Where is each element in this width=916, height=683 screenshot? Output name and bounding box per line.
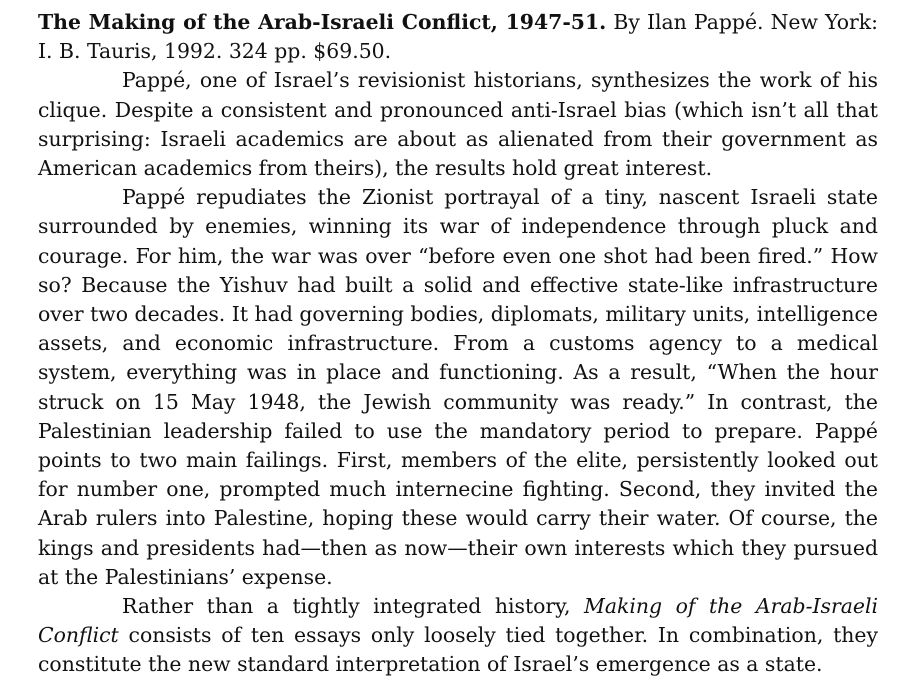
review-header [38,8,878,66]
book-title: The Making of the Arab-Israeli Conflict, 1947-51. [38,10,607,34]
review-paragraph-2: Pappé repudiates the Zionist portrayal of a tiny, nascent Israeli state surrounded by enemies, winning its war of independence through pluck and courage. For him, the war was over “before even one shot had been fired.” How so? Because the Yishuv had built a solid and effective state-like infrastructure over two decades. It had governing bodies, diplomats, military units, intelligence assets, and economic infrastructure. From a customs agency to a medical system, everything was in place and functioning. As a result, “When the hour struck on 15 May 1948, the Jewish community was ready.” In contrast, the Palestinian leadership failed to use the mandatory period to prepare. Pappé points to two main failings. First, members of the elite, persistently looked out for number one, prompted much internecine fighting. Second, they invited the Arab rulers into Palestine, hoping these would carry their water. Of course, the kings and presidents had—then as now—their own interests which they pursued at the Palestinians’ expense. [38,185,878,589]
closing-book-title: Making of the Arab-Israeli Conflict [38,594,878,648]
closing-text-start: Rather than a tightly integrated history, [122,594,584,619]
book-citation: By Ilan Pappé. New York: I. B. Tauris, 1992. 324 pp. $69.50. [38,10,878,64]
review-paragraph-1: Pappé, one of Israel’s revisionist historians, synthesizes the work of his clique. Despite a consistent and pronounced anti-Israel bias (which isn’t all that surprising: Israeli academics are about as alienated from their government as American academics from theirs), the results hold great interest. [38,68,878,181]
review-paragraph-3 [38,592,878,680]
closing-text-end: consists of ten essays only loosely tied together. In combination, they constitute the new standard interpretation of Israel’s emergence as a state. [38,623,878,677]
